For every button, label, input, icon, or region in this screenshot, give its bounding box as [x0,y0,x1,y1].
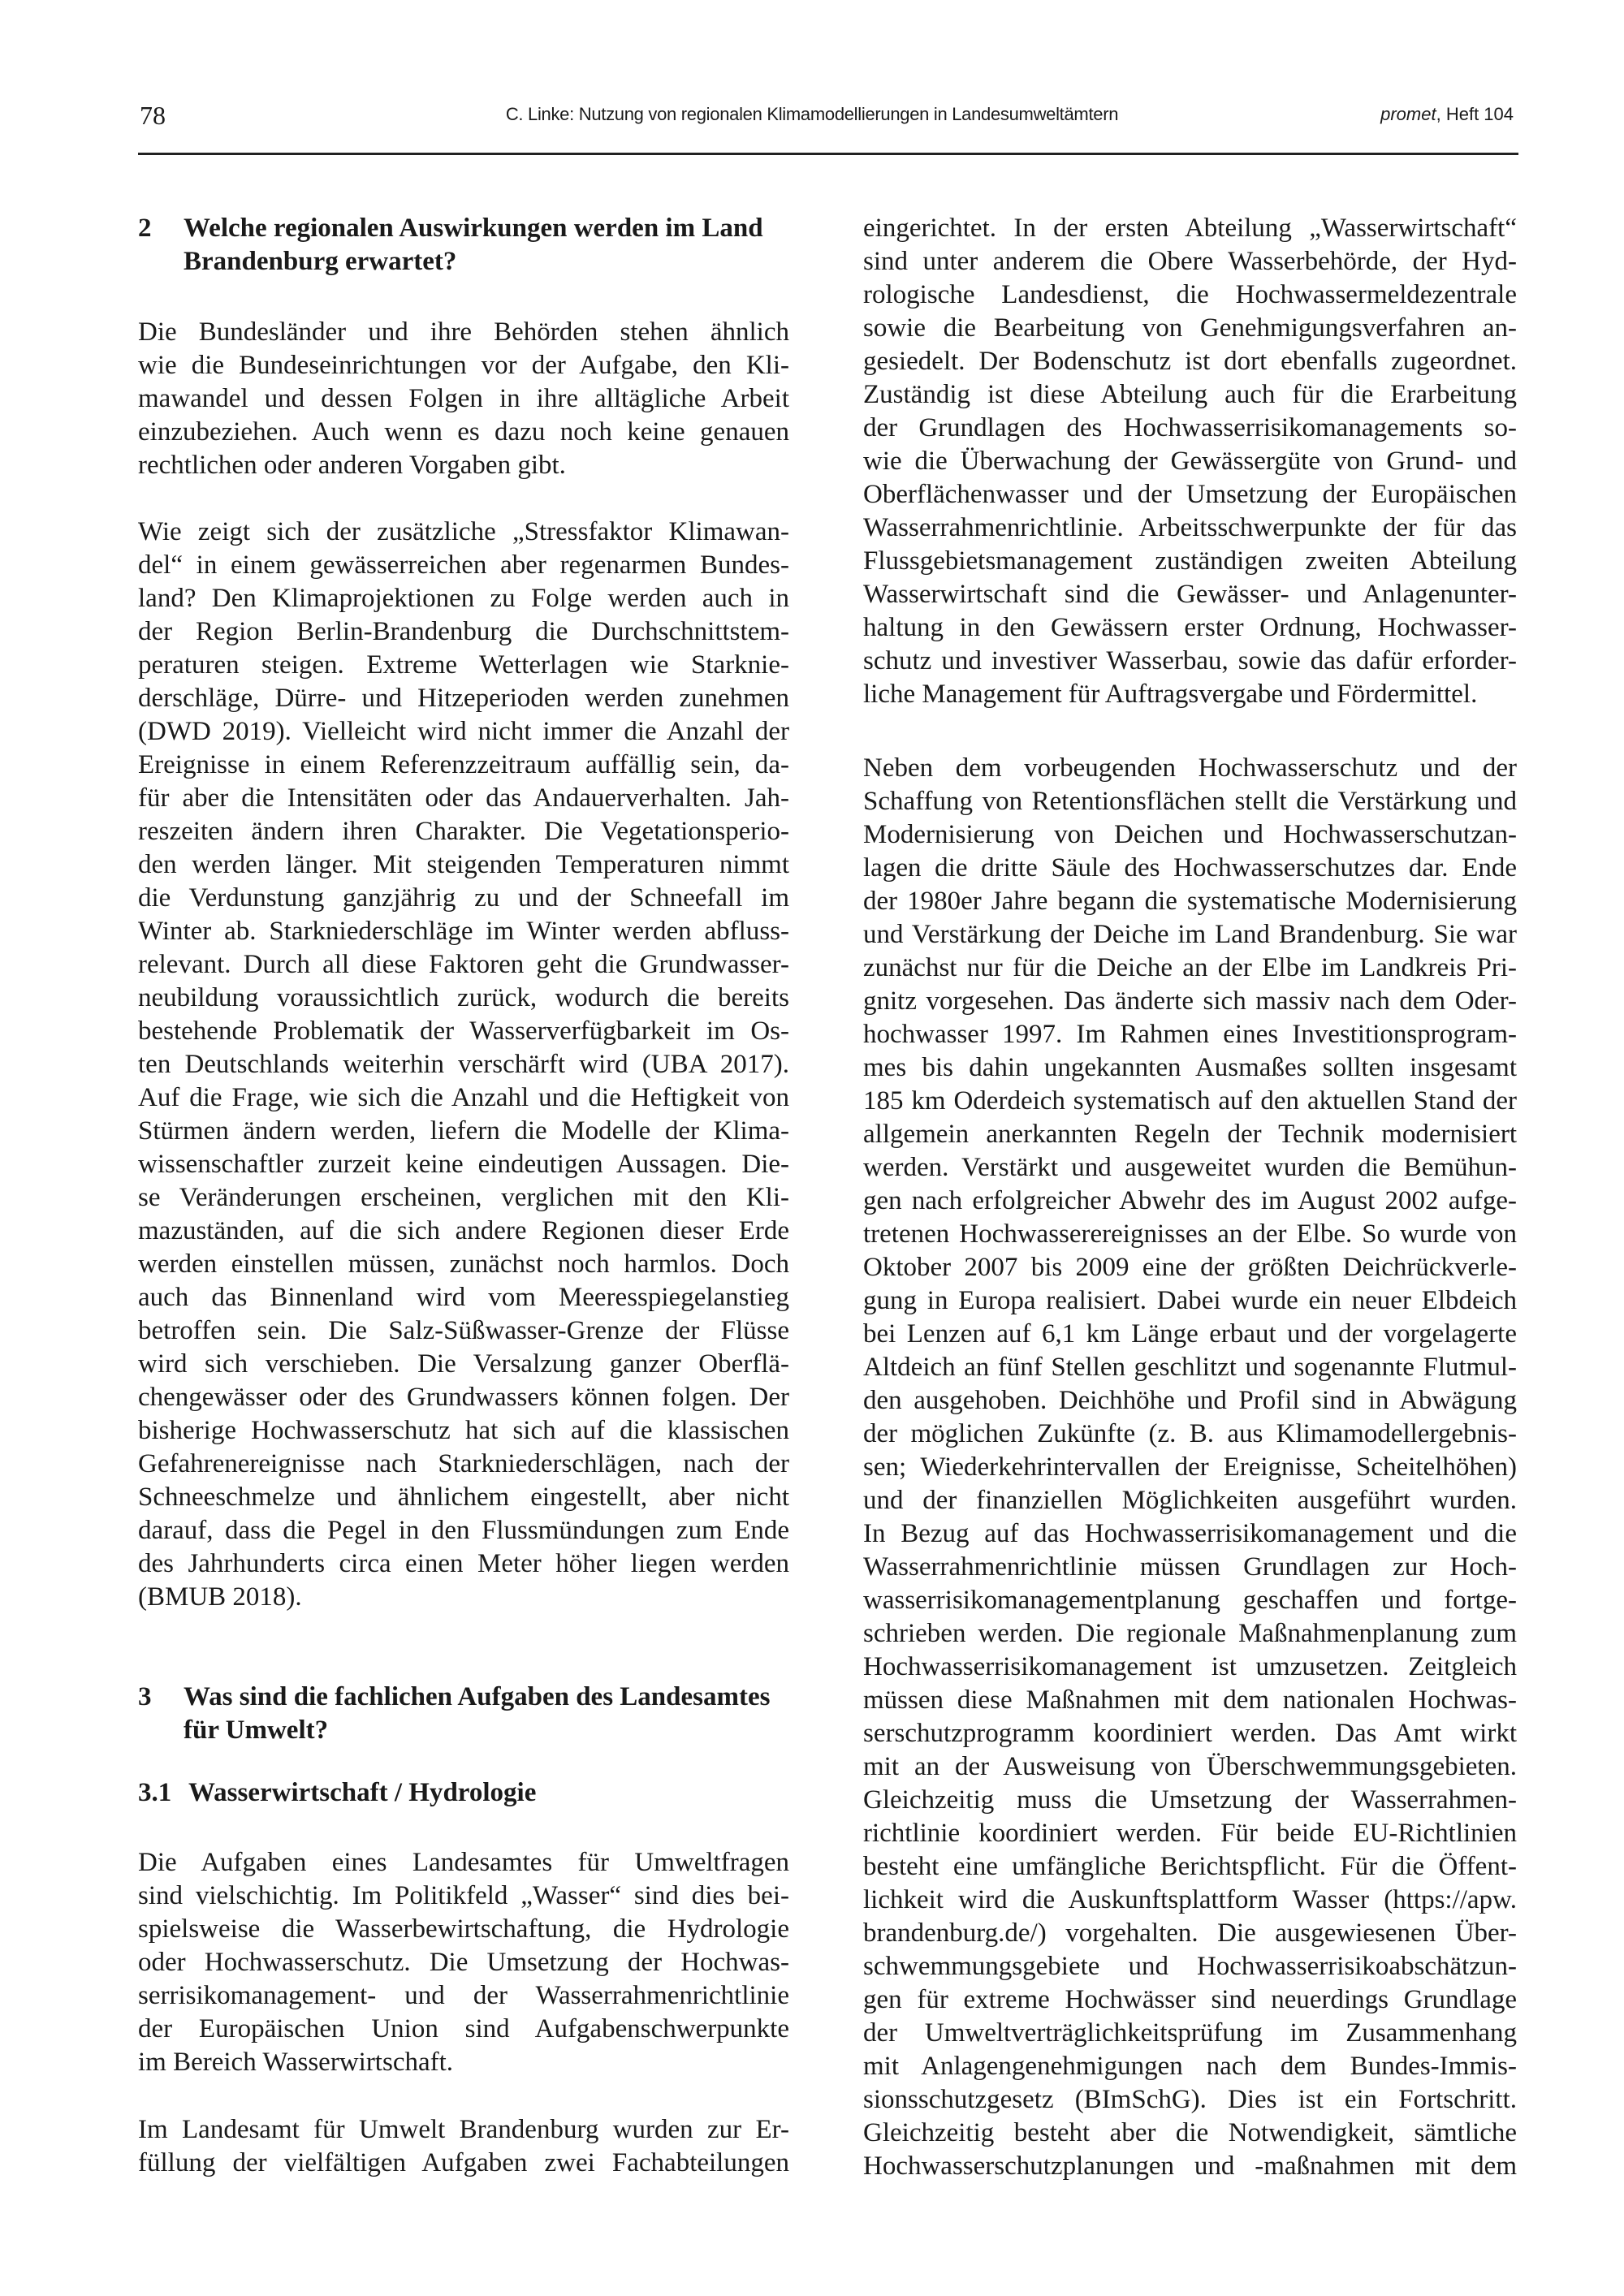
text-line: se Veränderungen erscheinen, verglichen mit den Kli- [138,1183,789,1212]
text-line: Ereignisse in einem Referenzzeitraum auffällig sein, da- [138,750,789,779]
text-line: Gleichzeitig besteht aber die Notwendigkeit, sämtliche [863,2118,1517,2147]
text-line: besteht eine umfängliche Berichtspflicht. Für die Öffent- [863,1852,1517,1881]
text-line: del“ in einem gewässerreichen aber regenarmen Bundes- [138,550,789,580]
text-line: reszeiten ändern ihren Charakter. Die Vegetationsperio- [138,817,789,846]
text-line: chengewässer oder des Grundwassers können folgen. Der [138,1383,789,1412]
text-line: der Umweltverträglichkeitsprüfung im Zusammenhang [863,2018,1517,2048]
text-line: Gefahrenereignisse nach Starkniederschlägen, nach der [138,1449,789,1478]
text-line: mit an der Ausweisung von Überschwemmungsgebieten. [863,1752,1517,1781]
text-line: Hochwasserschutzplanungen und -maßnahmen mit dem [863,2151,1517,2181]
journal-name: promet [1380,104,1436,124]
running-title: C. Linke: Nutzung von regionalen Klimamodellierungen in Landesumweltämtern [505,104,1119,124]
text-line: Schaffung von Retentionsflächen stellt die Verstärkung und [863,787,1517,816]
text-line: auch das Binnenland wird vom Meeresspiegelanstieg [138,1283,789,1312]
text-line: Wasserrahmenrichtlinie müssen Grundlagen zur Hoch- [863,1552,1517,1582]
text-line: füllung der vielfältigen Aufgaben zwei Fachabteilungen [138,2148,789,2177]
text-line: sowie die Bearbeitung von Genehmigungsverfahren an- [863,313,1517,343]
text-line: schutz und investiver Wasserbau, sowie das dafür erforder- [863,646,1517,675]
paragraph [863,212,1517,711]
text-line: Hochwasserrisikomanagement ist umzusetzen. Zeitgleich [863,1652,1517,1681]
text-line: sionsschutzgesetz (BImSchG). Dies ist ein Fortschritt. [863,2085,1517,2114]
text-line: liche Management für Auftragsvergabe und Fördermittel. [863,680,1478,709]
text-line: serrisikomanagement- und der Wasserrahmenrichtlinie [138,1981,789,2010]
text-line: bestehende Problematik der Wasserverfügbarkeit im Os- [138,1016,789,1046]
text-line: oder Hochwasserschutz. Die Umsetzung der Hochwas- [138,1948,789,1977]
text-line: der Grundlagen des Hochwasserrisikomanagements so- [863,413,1517,442]
text-line: In Bezug auf das Hochwasserrisikomanagement und die [863,1519,1517,1548]
text-line: zunächst nur für die Deiche an der Elbe im Landkreis Pri- [863,953,1517,982]
text-line: Modernisierung von Deichen und Hochwasserschutzan- [863,820,1517,849]
text-line: haltung in den Gewässern erster Ordnung, Hochwasser- [863,613,1517,642]
section-heading-2 [138,212,789,278]
text-line: serschutzprogramm koordiniert werden. Das Amt wirkt [863,1719,1517,1748]
text-line: Zuständig ist diese Abteilung auch für die Erarbeitung [863,380,1517,409]
text-line: Die Bundesländer und ihre Behörden stehen ähnlich [138,317,789,347]
page-number: 78 [140,101,166,130]
text-line: den ausgehoben. Deichhöhe und Profil sind in Abwägung [863,1386,1517,1415]
text-line: Gleichzeitig muss die Umsetzung der Wasserrahmen- [863,1785,1517,1815]
text-line: allgemein anerkannten Regeln der Technik modernisiert [863,1120,1517,1149]
paragraph [138,316,789,482]
section-number: 2 [138,214,152,243]
text-line: peraturen steigen. Extreme Wetterlagen wie Starknie- [138,650,789,680]
text-line: schrieben werden. Die regionale Maßnahmenplanung zum [863,1619,1517,1648]
text-line: wissenschaftler zurzeit keine eindeutigen Aussagen. Die- [138,1150,789,1179]
text-line: betroffen sein. Die Salz-Süßwasser-Grenze der Flüsse [138,1316,789,1345]
text-line: neubildung voraussichtlich zurück, wodurch die bereits [138,983,789,1012]
section-number: 3.1 [138,1778,172,1807]
text-line: wird sich verschieben. Die Versalzung ganzer Oberflä- [138,1349,789,1379]
text-line: rechtlichen oder anderen Vorgaben gibt. [138,451,566,480]
text-line: des Jahrhunderts circa einen Meter höher liegen werden [138,1549,789,1578]
text-line: wie die Überwachung der Gewässergüte von Grund- und [863,447,1517,476]
text-line: bisherige Hochwasserschutz hat sich auf die klassischen [138,1416,789,1445]
text-line: und Verstärkung der Deiche im Land Brandenburg. Sie war [863,920,1517,949]
text-line: spielsweise die Wasserbewirtschaftung, die Hydrologie [138,1914,789,1944]
text-line: gung in Europa realisiert. Dabei wurde ein neuer Elbdeich [863,1286,1517,1315]
text-line: Neben dem vorbeugenden Hochwasserschutz und der [863,753,1517,783]
heading-line: Brandenburg erwartet? [184,247,457,276]
text-line: gnitz vorgesehen. Das änderte sich massiv nach dem Oder- [863,986,1517,1016]
text-line: Oberflächenwasser und der Umsetzung der Europäischen [863,480,1517,509]
text-line: Auf die Frage, wie sich die Anzahl und die Heftigkeit von [138,1083,789,1112]
text-line: den werden länger. Mit steigenden Temperaturen nimmt [138,850,789,879]
text-line: müssen diese Maßnahmen mit dem nationalen Hochwas- [863,1685,1517,1715]
text-line: mazuständen, auf die sich andere Regionen dieser Erde [138,1216,789,1245]
issue-number: , Heft 104 [1436,104,1514,124]
text-line: mes bis dahin ungekannten Ausmaßes sollten insgesamt [863,1053,1517,1082]
text-line: sind vielschichtig. Im Politikfeld „Wasser“ sind dies bei- [138,1881,789,1910]
paragraph-continued [138,2113,789,2180]
heading-line: Wasserwirtschaft / Hydrologie [188,1778,537,1807]
paragraph [138,516,789,1614]
text-line: der 1980er Jahre begann die systematische Modernisierung [863,887,1517,916]
section-number: 3 [138,1682,152,1711]
heading-line: Was sind die fachlichen Aufgaben des Landesamtes [184,1682,771,1711]
text-line: bei Lenzen auf 6,1 km Länge erbaut und der vorgelagerte [863,1319,1517,1349]
heading-line: Welche regionalen Auswirkungen werden im Land [184,214,763,243]
text-line: werden einstellen müssen, zunächst noch harmlos. Doch [138,1249,789,1279]
text-line: gen nach erfolgreicher Abwehr des im August 2002 aufge- [863,1186,1517,1215]
paragraph-continued [863,752,1517,2183]
text-line: lichkeit wird die Auskunftsplattform Wasser (https://apw. [863,1885,1517,1914]
text-line: rologische Landesdienst, die Hochwassermeldezentrale [863,280,1517,309]
text-line: sen; Wiederkehrintervallen der Ereignisse, Scheitelhöhen) [863,1452,1517,1482]
header-rule [138,153,1518,155]
text-line: Schneeschmelze und ähnlichem eingestellt, aber nicht [138,1482,789,1512]
text-line: Wasserrahmenrichtlinie. Arbeitsschwerpunkte der für das [863,513,1517,542]
text-line: mawandel und dessen Folgen in ihre alltägliche Arbeit [138,384,789,413]
text-line: Winter ab. Starkniederschläge im Winter werden abfluss- [138,917,789,946]
text-line: Altdeich an fünf Stellen geschlitzt und sogenannte Flutmul- [863,1353,1517,1382]
text-line: ten Deutschlands weiterhin verschärft wird (UBA 2017). [138,1050,789,1079]
text-line: Stürmen ändern werden, liefern die Modelle der Klima- [138,1116,789,1146]
text-line: Oktober 2007 bis 2009 eine der größten Deichrückverle- [863,1253,1517,1282]
text-line: Wasserwirtschaft sind die Gewässer- und Anlagenunter- [863,580,1517,609]
text-line: Flussgebietsmanagement zuständigen zweiten Abteilung [863,546,1517,576]
text-line: der Europäischen Union sind Aufgabenschwerpunkte [138,2014,789,2044]
text-line: hochwasser 1997. Im Rahmen eines Investitionsprogram- [863,1020,1517,1049]
text-line: (BMUB 2018). [138,1582,302,1612]
text-line: gen für extreme Hochwässer sind neuerdings Grundlage [863,1985,1517,2014]
text-line: darauf, dass die Pegel in den Flussmündungen zum Ende [138,1516,789,1545]
text-line: eingerichtet. In der ersten Abteilung „Wasserwirtschaft“ [863,214,1517,243]
text-line: der Region Berlin-Brandenburg die Durchschnittstem- [138,617,789,646]
text-line: derschläge, Dürre- und Hitzeperioden werden zunehmen [138,684,789,713]
text-line: brandenburg.de/) vorgehalten. Die ausgewiesenen Über- [863,1918,1517,1948]
paragraph [138,1846,789,2079]
text-line: werden. Verstärkt und ausgeweitet wurden die Bemühun- [863,1153,1517,1182]
subsection-heading-3-1 [138,1776,789,1810]
text-line: schwemmungsgebiete und Hochwasserrisikoabschätzun- [863,1952,1517,1981]
text-line: tretenen Hochwasserereignisses an der Elbe. So wurde von [863,1219,1517,1249]
text-line: und der finanziellen Möglichkeiten ausgeführt wurden. [863,1486,1517,1515]
text-line: richtlinie koordiniert werden. Für beide EU-Richtlinien [863,1819,1517,1848]
text-line: land? Den Klimaprojektionen zu Folge werden auch in [138,584,789,613]
text-line: wie die Bundeseinrichtungen vor der Aufgabe, den Kli- [138,351,789,380]
text-line: die Verdunstung ganzjährig zu und der Schneefall im [138,883,789,913]
text-line: Im Landesamt für Umwelt Brandenburg wurden zur Er- [138,2115,789,2144]
text-line: Wie zeigt sich der zusätzliche „Stressfaktor Klimawan- [138,517,789,546]
heading-line: für Umwelt? [184,1716,329,1745]
text-line: (DWD 2019). Vielleicht wird nicht immer die Anzahl der [138,717,789,746]
section-heading-3 [138,1681,789,1747]
text-line: sind unter anderem die Obere Wasserbehörde, der Hyd- [863,247,1517,276]
text-line: im Bereich Wasserwirtschaft. [138,2048,454,2077]
text-line: Die Aufgaben eines Landesamtes für Umweltfragen [138,1848,789,1877]
text-line: gesiedelt. Der Bodenschutz ist dort ebenfalls zugeordnet. [863,347,1517,376]
text-line: der möglichen Zukünfte (z. B. aus Klimamodellergebnis- [863,1419,1517,1448]
text-line: für aber die Intensitäten oder das Andauerverhalten. Jah- [138,783,789,813]
text-line: einzubeziehen. Auch wenn es dazu noch keine genauen [138,417,789,447]
text-line: wasserrisikomanagementplanung geschaffen und fortge- [863,1586,1517,1615]
text-line: mit Anlagengenehmigungen nach dem Bundes-Immis- [863,2052,1517,2081]
journal-issue [1380,104,1514,125]
text-line: lagen die dritte Säule des Hochwasserschutzes dar. Ende [863,853,1517,883]
text-line: relevant. Durch all diese Faktoren geht die Grundwasser- [138,950,789,979]
text-line: 185 km Oderdeich systematisch auf den aktuellen Stand der [863,1086,1517,1116]
